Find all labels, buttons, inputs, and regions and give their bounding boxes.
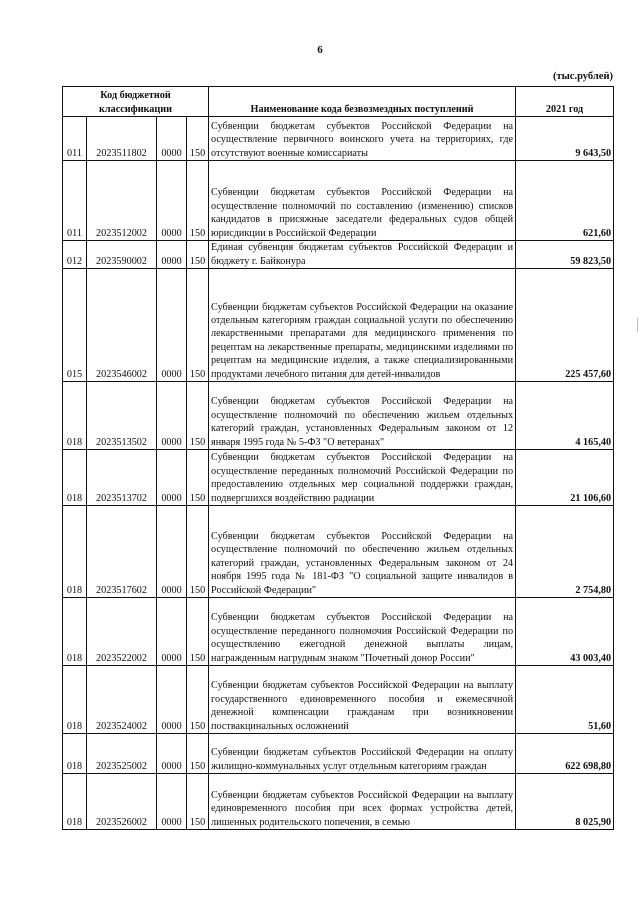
units-label: (тыс.рублей) (552, 71, 613, 82)
income-code-cell: 2023526002 (87, 774, 157, 830)
table-row (63, 117, 614, 161)
income-code-cell: 2023513502 (87, 382, 157, 450)
amount-cell: 621,60 (516, 161, 614, 241)
admin-code-cell: 018 (63, 450, 87, 506)
admin-code-cell: 018 (63, 774, 87, 830)
table-header-row (63, 87, 614, 117)
income-code-cell: 2023590002 (87, 241, 157, 269)
kosgu-cell: 150 (187, 241, 209, 269)
amount-cell: 4 165,40 (516, 382, 614, 450)
year-header: 2021 год (516, 87, 614, 117)
subcode-cell: 0000 (157, 117, 187, 161)
income-code-cell: 2023513702 (87, 450, 157, 506)
income-name-cell: Субвенции бюджетам субъектов Российской Федерации на выплату государственного единовременного пособия и ежемесячной денежной компенсации гражданам при возникновении поствакцинальных осложнений (209, 666, 516, 734)
amount-cell: 21 106,60 (516, 450, 614, 506)
income-name-cell: Субвенции бюджетам субъектов Российской Федерации на осуществление переданных полномочий Российской Федерации по предоставлению отдельных мер социальной поддержки граждан, подвергшихся воздействию радиации (209, 450, 516, 506)
amount-cell: 225 457,60 (516, 269, 614, 382)
admin-code-cell: 018 (63, 506, 87, 598)
admin-code-cell: 018 (63, 734, 87, 774)
amount-cell: 43 003,40 (516, 598, 614, 666)
page-number: 6 (317, 44, 323, 56)
admin-code-cell: 015 (63, 269, 87, 382)
income-name-cell: Единая субвенция бюджетам субъектов Российской Федерации и бюджету г. Байконура (209, 241, 516, 269)
admin-code-cell: 011 (63, 117, 87, 161)
income-code-cell: 2023546002 (87, 269, 157, 382)
subcode-cell: 0000 (157, 269, 187, 382)
income-code-cell: 2023511802 (87, 117, 157, 161)
table-row (63, 382, 614, 450)
admin-code-cell: 018 (63, 666, 87, 734)
kosgu-cell: 150 (187, 450, 209, 506)
income-code-cell: 2023522002 (87, 598, 157, 666)
income-name-cell: Субвенции бюджетам субъектов Российской Федерации на осуществление полномочий по составлению (изменению) списков кандидатов в присяжные заседатели федеральных судов общей юрисдикции в Российской Федерации (209, 161, 516, 241)
kosgu-cell: 150 (187, 117, 209, 161)
amount-cell: 59 823,50 (516, 241, 614, 269)
income-name-cell: Субвенции бюджетам субъектов Российской Федерации на осуществление полномочий по обеспечению жильем отдельных категорий граждан, установленных Федеральным законом от 12 января 1995 года № 5-ФЗ "О ветеранах" (209, 382, 516, 450)
kosgu-cell: 150 (187, 382, 209, 450)
subcode-cell: 0000 (157, 734, 187, 774)
table-row (63, 161, 614, 241)
income-code-cell: 2023512002 (87, 161, 157, 241)
subcode-cell: 0000 (157, 161, 187, 241)
kosgu-cell: 150 (187, 774, 209, 830)
subcode-cell: 0000 (157, 241, 187, 269)
subcode-cell: 0000 (157, 506, 187, 598)
income-name-cell: Субвенции бюджетам субъектов Российской Федерации на осуществление полномочий по обеспечению жильем отдельных категорий граждан, установленных Федеральным законом от 24 ноября 1995 года № 181-ФЗ "О социальной защите инвалидов в Российской Федерации" (209, 506, 516, 598)
scan-artifact (637, 318, 638, 332)
table-row (63, 269, 614, 382)
table-row (63, 506, 614, 598)
admin-code-cell: 018 (63, 598, 87, 666)
amount-cell: 622 698,80 (516, 734, 614, 774)
admin-code-cell: 012 (63, 241, 87, 269)
kosgu-cell: 150 (187, 734, 209, 774)
amount-cell: 2 754,80 (516, 506, 614, 598)
subcode-cell: 0000 (157, 450, 187, 506)
income-name-cell: Субвенции бюджетам субъектов Российской Федерации на осуществление первичного воинского учета на территориях, где отсутствуют военные комиссариаты (209, 117, 516, 161)
income-code-cell: 2023517602 (87, 506, 157, 598)
table-row (63, 241, 614, 269)
code-header: Код бюджетной классификации (63, 87, 209, 117)
budget-table (62, 86, 614, 830)
kosgu-cell: 150 (187, 161, 209, 241)
kosgu-cell: 150 (187, 506, 209, 598)
table-body (63, 117, 614, 830)
subcode-cell: 0000 (157, 382, 187, 450)
subcode-cell: 0000 (157, 666, 187, 734)
kosgu-cell: 150 (187, 598, 209, 666)
table-row (63, 734, 614, 774)
income-code-cell: 2023525002 (87, 734, 157, 774)
kosgu-cell: 150 (187, 666, 209, 734)
table-row (63, 774, 614, 830)
income-name-cell: Субвенции бюджетам субъектов Российской Федерации на осуществление переданного полномочия Российской Федерации по осуществлению ежегодной денежной выплаты лицам, награжденным нагрудным знаком "Почетный донор России" (209, 598, 516, 666)
income-name-cell: Субвенции бюджетам субъектов Российской Федерации на оказание отдельным категориям граждан социальной услуги по обеспечению лекарственными препаратами для медицинского применения по рецептам на лекарственные препараты, медицинскими изделиями по рецептам на медицинские изделия, а также специализированными продуктами лечебного питания для детей-инвалидов (209, 269, 516, 382)
admin-code-cell: 018 (63, 382, 87, 450)
amount-cell: 9 643,50 (516, 117, 614, 161)
income-code-cell: 2023524002 (87, 666, 157, 734)
name-header: Наименование кода безвозмездных поступлений (209, 87, 516, 117)
admin-code-cell: 011 (63, 161, 87, 241)
table-row (63, 666, 614, 734)
amount-cell: 51,60 (516, 666, 614, 734)
subcode-cell: 0000 (157, 598, 187, 666)
amount-cell: 8 025,90 (516, 774, 614, 830)
table-row (63, 450, 614, 506)
subcode-cell: 0000 (157, 774, 187, 830)
kosgu-cell: 150 (187, 269, 209, 382)
income-name-cell: Субвенции бюджетам субъектов Российской Федерации на оплату жилищно-коммунальных услуг отдельным категориям граждан (209, 734, 516, 774)
table-row (63, 598, 614, 666)
income-name-cell: Субвенции бюджетам субъектов Российской Федерации на выплату единовременного пособия при всех формах устройства детей, лишенных родительского попечения, в семью (209, 774, 516, 830)
